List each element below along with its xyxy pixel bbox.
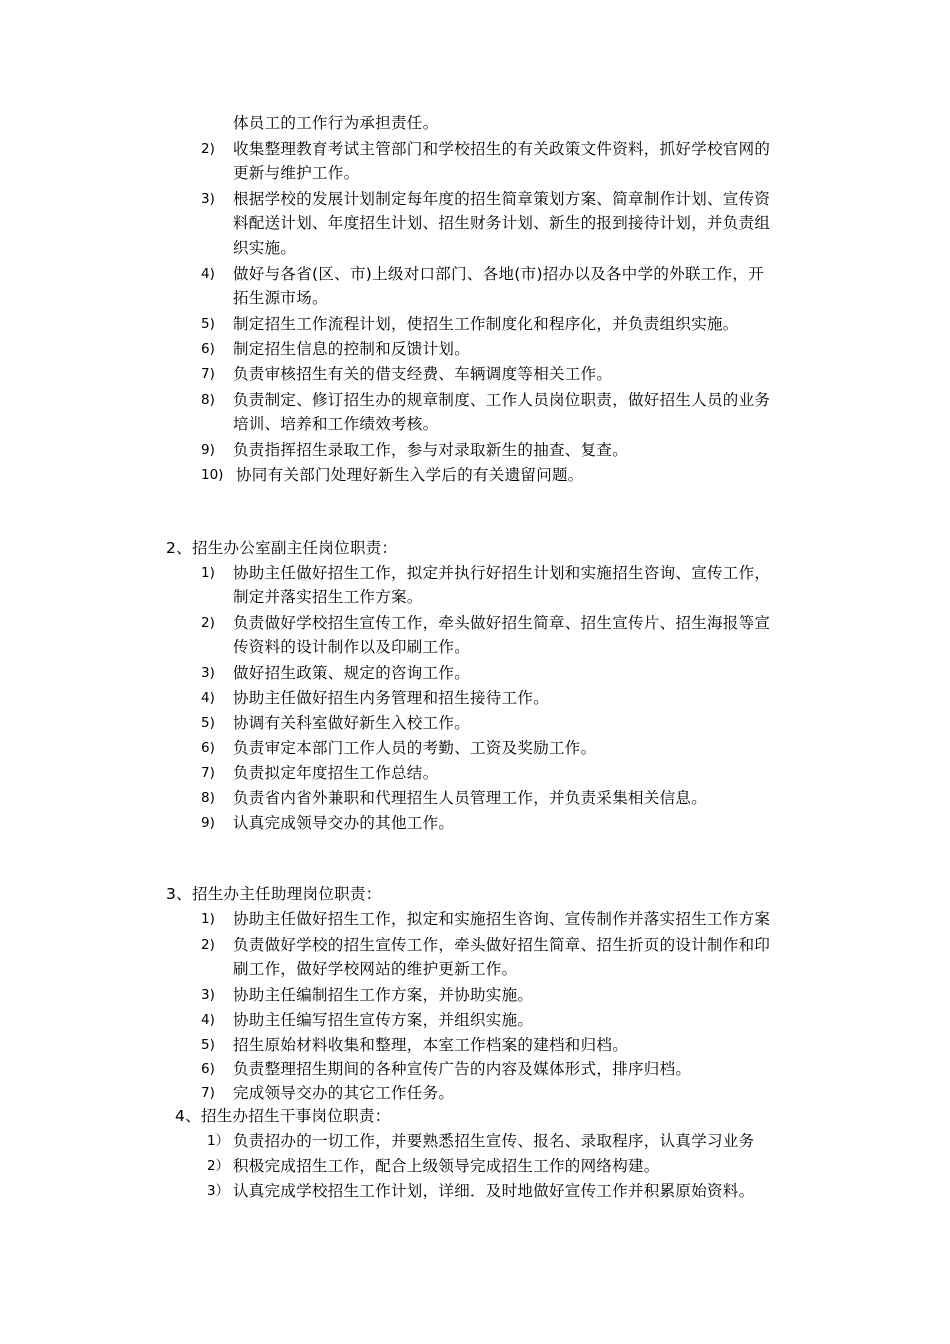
- list-item-number: 5): [201, 316, 215, 332]
- list-item-number: 10): [201, 467, 224, 483]
- list-item-text: 培训、培养和工作绩效考核。: [233, 415, 439, 433]
- section2-heading: 2、招生办公室副主任岗位职责：: [166, 539, 398, 557]
- section3-heading: 3、招生办主任助理岗位职责：: [166, 885, 382, 903]
- list-item-text: 制定并落实招生工作方案。: [233, 588, 423, 606]
- list-item-number: 2): [201, 141, 215, 157]
- list-item-number: 9): [201, 442, 215, 458]
- list-item-number: 2）: [207, 1158, 230, 1174]
- list-item-number: 4): [201, 266, 215, 282]
- list-item-number: 1): [201, 565, 215, 581]
- list-item-text: 根据学校的发展计划制定每年度的招生简章策划方案、简章制作计划、宣传资: [233, 190, 771, 208]
- list-item-number: 5): [201, 1037, 215, 1053]
- list-item-text: 协同有关部门处理好新生入学后的有关遗留问题。: [236, 466, 584, 484]
- list-item-text: 负责整理招生期间的各种宣传广告的内容及媒体形式，排序归档。: [233, 1060, 692, 1078]
- list-item-text: 负责审定本部门工作人员的考勤、工资及奖励工作。: [233, 739, 597, 757]
- list-item-text: 负责招办的一切工作，并要熟悉招生宣传、报名、录取程序，认真学习业务: [233, 1132, 755, 1150]
- list-item-text: 协助主任做好招生内务管理和招生接待工作。: [233, 689, 550, 707]
- list-item-text: 负责做好学校招生宣传工作，牵头做好招生简章、招生宣传片、招生海报等宣: [233, 614, 771, 632]
- list-item-text: 协助主任编制招生工作方案，并协助实施。: [233, 986, 534, 1004]
- list-item-text: 负责指挥招生录取工作，参与对录取新生的抽查、复查。: [233, 441, 629, 459]
- list-item-number: 7): [201, 765, 215, 781]
- list-item-text: 负责拟定年度招生工作总结。: [233, 764, 439, 782]
- list-item-number: 3）: [207, 1183, 230, 1199]
- list-item-number: 5): [201, 715, 215, 731]
- list-item-number: 7): [201, 1085, 215, 1101]
- list-item-text: 认真完成领导交办的其他工作。: [233, 814, 455, 832]
- list-item-number: 8): [201, 790, 215, 806]
- list-item-text: 负责省内省外兼职和代理招生人员管理工作，并负责采集相关信息。: [233, 789, 708, 807]
- list-item-text: 负责制定、修订招生办的规章制度、工作人员岗位职责，做好招生人员的业务: [233, 391, 771, 409]
- list-item-number: 3): [201, 987, 215, 1003]
- list-item-text: 制定招生信息的控制和反馈计划。: [233, 340, 471, 358]
- list-item-text: 认真完成学校招生工作计划，详细．及时地做好宣传工作并积累原始资料。: [233, 1182, 755, 1200]
- list-item-text: 协助主任编写招生宣传方案，并组织实施。: [233, 1011, 534, 1029]
- list-item-text: 负责做好学校的招生宣传工作，牵头做好招生简章、招生折页的设计制作和印: [233, 936, 771, 954]
- list-item-text: 制定招生工作流程计划，使招生工作制度化和程序化，并负责组织实施。: [233, 315, 739, 333]
- list-item-text: 完成领导交办的其它工作任务。: [233, 1084, 455, 1102]
- list-item-text: 刷工作，做好学校网站的维护更新工作。: [233, 960, 518, 978]
- list-item-number: 1): [201, 911, 215, 927]
- list-item-number: 7): [201, 366, 215, 382]
- list-item-text: 做好与各省(区、市)上级对口部门、各地(市)招办以及各中学的外联工作，开: [233, 265, 764, 283]
- list-item-text: 织实施。: [233, 239, 297, 257]
- list-item-number: 9): [201, 815, 215, 831]
- list-item-number: 2): [201, 937, 215, 953]
- list-item-number: 3): [201, 665, 215, 681]
- list-item-number: 3): [201, 191, 215, 207]
- list-item-number: 4): [201, 1012, 215, 1028]
- list-item-text: 料配送计划、年度招生计划、招生财务计划、新生的报到接待计划，并负责组: [233, 214, 771, 232]
- list-item-text: 积极完成招生工作，配合上级领导完成招生工作的网络构建。: [233, 1157, 660, 1175]
- list-item-number: 4): [201, 690, 215, 706]
- list-item-text: 协助主任做好招生工作，拟定并执行好招生计划和实施招生咨询、宣传工作，: [233, 564, 771, 582]
- list-item-number: 6): [201, 1061, 215, 1077]
- list-item-text: 协调有关科室做好新生入校工作。: [233, 714, 471, 732]
- list-item-text: 协助主任做好招生工作，拟定和实施招生咨询、宣传制作并落实招生工作方案: [233, 910, 771, 928]
- list-item-text: 做好招生政策、规定的咨询工作。: [233, 664, 471, 682]
- list-item-number: 8): [201, 392, 215, 408]
- list-item-text: 负责审核招生有关的借支经费、车辆调度等相关工作。: [233, 365, 613, 383]
- list-item-text: 更新与维护工作。: [233, 164, 360, 182]
- list-item-text: 传资料的设计制作以及印刷工作。: [233, 638, 471, 656]
- section4-heading: 4、招生办招生干事岗位职责：: [175, 1107, 391, 1125]
- section1-continuation: 体员工的工作行为承担责任。: [233, 114, 439, 132]
- list-item-text: 收集整理教育考试主管部门和学校招生的有关政策文件资料，抓好学校官网的: [233, 140, 771, 158]
- list-item-number: 6): [201, 341, 215, 357]
- list-item-text: 拓生源市场。: [233, 289, 328, 307]
- list-item-number: 6): [201, 740, 215, 756]
- list-item-number: 1）: [207, 1133, 230, 1149]
- list-item-number: 2): [201, 615, 215, 631]
- list-item-text: 招生原始材料收集和整理，本室工作档案的建档和归档。: [233, 1036, 629, 1054]
